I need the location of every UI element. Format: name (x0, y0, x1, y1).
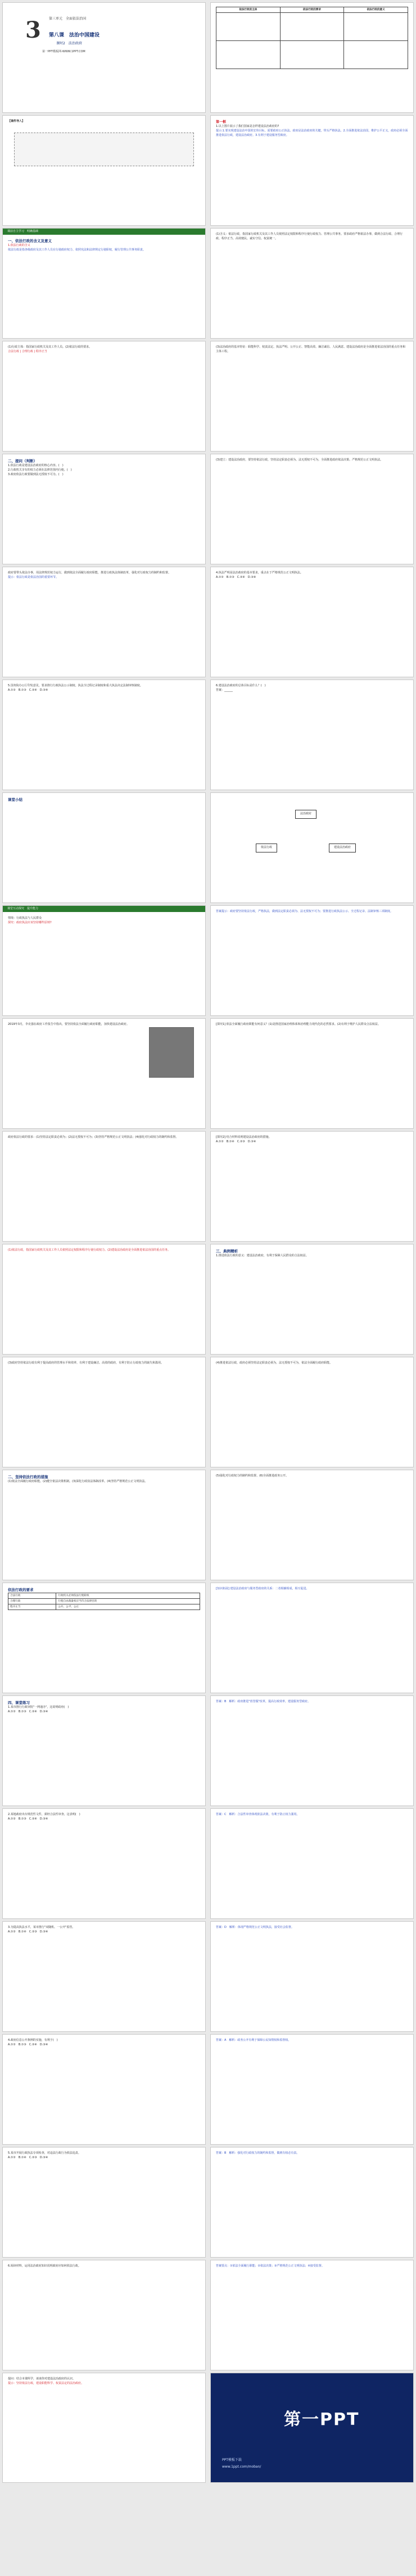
note: 提示：依法行政是依法治国的重要环节。 (8, 575, 59, 579)
slide-34 (210, 1808, 414, 1919)
portrait-photo (149, 1027, 194, 1078)
intro-table (216, 7, 408, 69)
slide-title: 课堂小结 (8, 797, 22, 802)
options: A.①② B.①④ C.②③ D.③④ (8, 2155, 48, 2159)
answer: 答案：B 解析：政府推进"放管服"改革，提高行政效率，建设服务型政府。 (216, 1700, 311, 1703)
list-item: 2.行政机关享有的权力必须在法律范围内行使。( ) (8, 468, 72, 472)
intro-tag: 【课件导入】 (8, 120, 25, 123)
table-cell: 合法行政 (8, 1593, 56, 1599)
options: A.①② B.①④ C.②③ D.③④ (8, 1930, 48, 1934)
table-head: 依法行政的要求 (280, 7, 344, 13)
slide-17 (2, 905, 206, 1016)
options: A.①② B.①③ C.②④ D.③④ (8, 1817, 48, 1821)
slide-1-cover (2, 2, 206, 113)
slide-title: 二、提问（判断） (8, 459, 37, 463)
slide-38 (210, 2034, 414, 2145)
answer: 答案：D 解析：体现严格规范公正文明执法，接受社会监督。 (216, 1926, 294, 1929)
section-title: 课时2 法治政府 (56, 42, 82, 45)
slide-37 (2, 2034, 206, 2145)
paragraph: 政府依法行政的要求：(1)坚持法定职责必须为；(2)法无授权不可为；(3)坚持严格规范公正文明执法；(4)强化对行政权力的制约和监督。 (8, 1136, 179, 1139)
slide-title: 依法行政的要求 (8, 1588, 34, 1592)
slide-31 (2, 1695, 206, 1806)
site-label: 第一PPT模板网-WWW.1PPT.COM (42, 50, 85, 53)
options: A.①② B.①③ C.②④ D.③④ (216, 575, 256, 579)
question: 1.某市推行行政审批"一网通办"，这说明政府( ) (8, 1706, 69, 1709)
question: 6.建设法治政府的总体目标是什么？( ) (216, 684, 266, 687)
list-item: 1.依法行政是建设法治政府的核心内容。( ) (8, 464, 64, 468)
paragraph: (3)政府坚持依法行政有利于提高政府的管理水平和效率，有利于建设廉洁、高效的政府，有利于防止行政权力的缺失和滥用。 (8, 1361, 164, 1365)
key-terms: 合法行政 | 合理行政 | 程序正当 (8, 349, 47, 353)
slide-39 (2, 2147, 206, 2258)
section-bar: 课堂互动探究 提升能力 (3, 906, 205, 912)
question: 1.以上图片展示了我们国家是怎样建设法治政府的? (216, 125, 279, 129)
slide-32 (210, 1695, 414, 1806)
slide-16-mindmap (210, 792, 414, 903)
paragraph: [知识拓展] 建设法治政府与服务型政府的关系：二者相辅相成，相互促进。 (216, 1587, 309, 1590)
slide-15 (2, 792, 206, 903)
slide-33 (2, 1808, 206, 1919)
slide-7 (2, 341, 206, 452)
paragraph: (1)依法全面履行政府职能。(2)健全依法决策机制。(3)深化行政执法体制改革。(4)坚持严格规范公正文明执法。 (8, 1480, 148, 1484)
paragraph: (1)依法行政，指国家行政机关及其工作人员依照法定权限和程序行使行政权力。(2)建设法治政府是全面推进依法治国的重点任务。 (8, 1248, 171, 1252)
options: A.①② B.①③ C.②④ D.③④ (8, 688, 48, 692)
slide-10 (210, 454, 414, 564)
slide-26 (210, 1357, 414, 1467)
slide-41 (2, 2260, 206, 2370)
slide-title: 四、课堂练习 (8, 1700, 30, 1705)
table-head: 依法行政的主体 (216, 7, 281, 13)
slide-22 (210, 1131, 414, 1242)
answer: 答案：B 解析：强化对行政权力的制约和监督，做到有权必有责。 (216, 2151, 300, 2155)
unit-number: 3 (25, 17, 41, 43)
slide-24 (210, 1244, 414, 1355)
paragraph: (1)行政主体：指国家行政机关及其工作人员。(2)依法行政的要求。 (8, 345, 92, 349)
slide-35 (2, 1921, 206, 2032)
question: 3.为提高执法水平，某市推行"双随机、一公开"监管。 (8, 1926, 75, 1929)
paragraph: 依法行政是指各级政府及其工作人员在行使政府权力、依照宪法和法律规定行使职权，履行管理公共事务职责。 (8, 248, 146, 252)
question: 探究：政府执法应该坚持哪些原则? (8, 920, 52, 924)
intro-illustration (14, 133, 194, 166)
slide-8 (210, 341, 414, 452)
mindmap-node: 依法行政 (256, 844, 277, 852)
slide-3-intro-image (2, 115, 206, 226)
table-cell: 程序正当 (8, 1604, 56, 1610)
slide-18 (210, 905, 414, 1016)
question: 2.某地政府出台规范性文件，须经合法性审查。这表明( ) (8, 1813, 80, 1816)
slide-2 (210, 2, 414, 113)
slide-title: 一、依法行政的含义及意义 (8, 239, 52, 243)
question: [探究2] 结合材料说明建设法治政府的措施。 (216, 1136, 272, 1139)
slide-title: 三、典例精析 (216, 1249, 238, 1253)
slide-19 (2, 1018, 206, 1129)
options: A.①② B.①③ C.②④ D.③④ (8, 1709, 48, 1713)
slide-11 (2, 567, 206, 677)
question: 5.国务院办公厅印发意见，要求推行行政执法公示制度、执法全过程记录制度和重大执法决定法制审核制度。 (8, 684, 143, 687)
question: 4.政府信息公开条例的实施，有利于( ) (8, 2039, 58, 2042)
slide-21 (2, 1131, 206, 1242)
slide-14 (210, 680, 414, 790)
slide-13 (2, 680, 206, 790)
table-cell: 行使自由裁量权应当符合法律目的 (56, 1599, 200, 1604)
answer: 答案：A 解析：政务公开有利于保障公民知情权和监督权。 (216, 2039, 291, 2042)
slide-title: 二、坚持依法行政的措施 (8, 1475, 48, 1479)
question: 提问：结合本课所学，谈谈你对建设法治政府的认识。 (8, 2377, 76, 2381)
question: 6.阅读材料，运用法治政府知识说明政府应如何依法行政。 (8, 2264, 81, 2268)
slide-30 (210, 1583, 414, 1693)
paragraph: (3)法治政府的基本特征：职能科学、权责法定、执法严明、公开公正、智能高效、廉洁诚信、人民满意。建设法治政府是全面推进依法治国的重点任务和主体工程。 (216, 345, 406, 353)
slide-29 (2, 1583, 206, 1693)
slide-36 (210, 1921, 414, 2032)
slide-42 (210, 2260, 414, 2370)
paragraph: (5)强化对行政权力的制约和监督。(6)全面推进政务公开。 (216, 1474, 289, 1478)
lead: 1.依法行政的含义 (8, 244, 30, 248)
slide-9 (2, 454, 206, 564)
slide-43 (2, 2373, 206, 2483)
brand-logo: 第一PPT (284, 2410, 360, 2429)
paragraph: 2019年3月，李克强在政府工作报告中指出，要坚持依法全面履行政府职能，加快建设法治政府。 (8, 1023, 129, 1026)
unit-label: 第三单元 全面依法治国 (49, 17, 87, 21)
list-item: 3.政府依法行政要做到法无授权不可为。( ) (8, 472, 64, 476)
paragraph: 答案提示：政府要坚持依法行政，严格执法，做到法定职责必须为、法无授权不可为；要推进行政执法公示、全过程记录、法制审核三项制度。 (216, 910, 394, 913)
mindmap-node: 建设法治政府 (329, 844, 356, 852)
answer: 提示：坚持依法行政，建设职能科学、权责法定的法治政府。 (8, 2381, 84, 2385)
mindmap-root: 法治政府 (295, 810, 316, 819)
slide-12 (210, 567, 414, 677)
slide-27 (2, 1470, 206, 1580)
section-bar: 课前自主学习 明确基础 (3, 229, 205, 235)
requirements-table (8, 1593, 200, 1610)
paragraph: 政府要带头依法办事，用法律规范权力运行，做到依法全面履行政府职能，推进行政执法体制改革，强化对行政权力的制约和监督。 (8, 571, 171, 575)
caption: 情境：行政执法与人民群众 (8, 917, 42, 920)
paragraph: (3)建立：建设法治政府，要坚持依法行政，坚持法定职责必须为、法无授权不可为，全面推进政府依法决策、严格规范公正文明执法。 (216, 458, 383, 462)
slide-20 (210, 1018, 414, 1129)
paragraph: [探究1] 依法全面履行政府职能有何意义？(1)是推进国家治理体系和治理能力现代化的必然要求。(2)有利于维护人民群众合法权益。 (216, 1023, 381, 1026)
slide-28 (210, 1470, 414, 1580)
slide-5 (2, 228, 206, 339)
slide-44-ad (210, 2373, 414, 2483)
answer: 答案：C 解析：合法性审查体现依法决策，有利于防止权力滥用。 (216, 1813, 300, 1816)
paragraph: (1)含义：依法行政，指国家行政机关及其工作人员依照法定权限和程序行使行政权力、管理公共事务。要求政府严格依法办事，做到合法行政、合理行政、程序正当、高效便民、诚实守信、权责统一。 (216, 232, 403, 240)
ad-line[interactable]: www.1ppt.com/moban/ (222, 2465, 261, 2469)
answer-blank: 答案：______ (216, 688, 233, 692)
ad-line: PPT模板下载 (222, 2458, 242, 2462)
lesson-title: 第八课 法治中国建设 (49, 33, 100, 38)
table-head: 依法行政的意义 (344, 7, 408, 13)
options: A.①② B.①④ C.②③ D.③④ (216, 1139, 256, 1143)
paragraph: (4)推进依法行政，政府必须坚持法定职责必须为，法无授权不可为，依法全面履行政府职能。 (216, 1361, 333, 1365)
answer: 答案要点：①依法全面履行职能；②依法决策；③严格规范公正文明执法；④接受监督。 (216, 2264, 324, 2268)
table-cell: 公开、公平、公正 (56, 1604, 200, 1610)
table-cell: 合理行政 (8, 1599, 56, 1604)
slide-25 (2, 1357, 206, 1467)
slide-6 (210, 228, 414, 339)
question: 5.某市开展行政执法专项检查，对违法行政行为依法追责。 (8, 2151, 81, 2155)
table-cell: 行政机关必须依法行使职权 (56, 1593, 200, 1599)
slide-23 (2, 1244, 206, 1355)
slide-4 (210, 115, 414, 226)
slide-40 (210, 2147, 414, 2258)
answer: 提示:1.要实现建设法治中国的宏伟目标，需要政府公正执法。政府是法治政府的关键，带头严格执法。2.全面推进依法治国，维护公平正义，政府必须全面推进依法行政，建设法治政府。3.有利于建设服务型政府。 (216, 129, 408, 137)
options: A.①② B.①③ C.②④ D.③④ (8, 2042, 48, 2046)
paragraph: 1.推进依法行政的意义：建设法治政府，有利于保障人民群众的合法权益。 (216, 1254, 309, 1258)
heading: 第一框 (216, 120, 227, 124)
question: 4.执法严明是法治政府的基本要求，重点在于严格规范公正文明执法。 (216, 571, 303, 575)
